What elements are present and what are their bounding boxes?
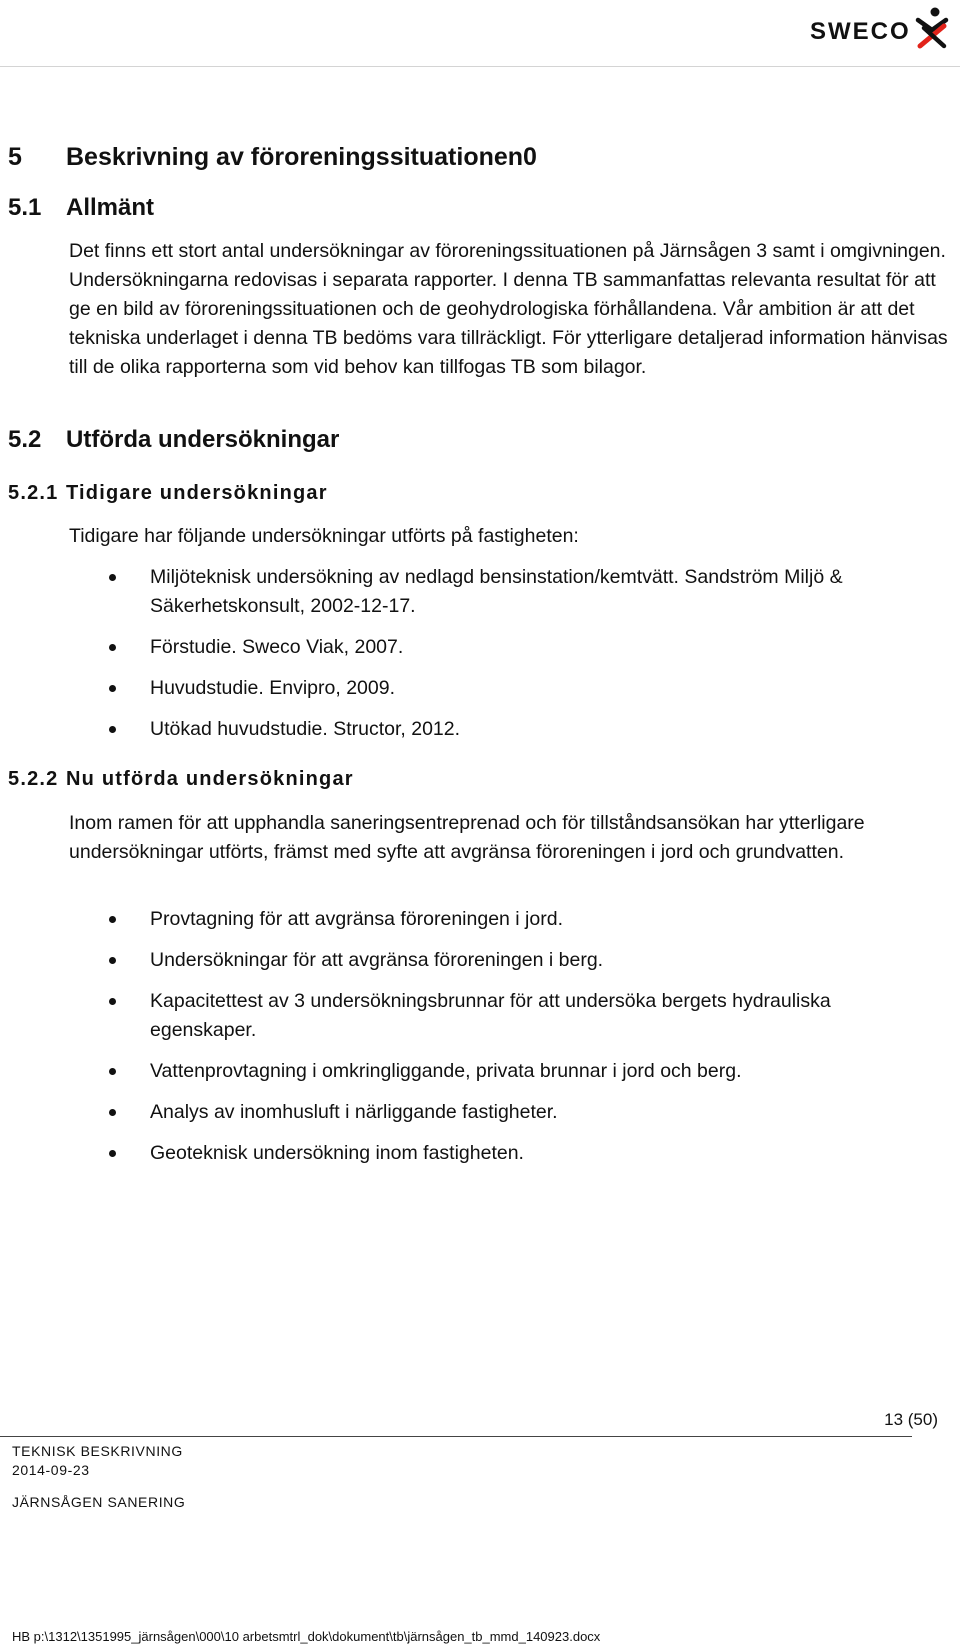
list-item: Miljöteknisk undersökning av nedlagd bensinstation/kemtvätt. Sandström Miljö & Säkerhetskonsult, 2002-12-17.	[0, 563, 960, 621]
earlier-investigations-list	[0, 563, 960, 744]
list-item: Analys av inomhusluft i närliggande fastigheter.	[0, 1098, 960, 1127]
bullet-icon	[109, 574, 116, 581]
footer-file-path: HB p:\1312\1351995_järnsågen\000\10 arbetsmtrl_dok\dokument\tb\järnsågen_tb_mmd_140923.docx	[12, 1629, 601, 1644]
section-title: Beskrivning av föroreningssituationen0	[66, 143, 537, 171]
bullet-icon	[109, 685, 116, 692]
bullet-icon	[109, 726, 116, 733]
list-item: Vattenprovtagning i omkringliggande, privata brunnar i jord och berg.	[0, 1057, 960, 1086]
bullet-icon	[109, 1068, 116, 1075]
current-investigations-list	[0, 905, 960, 1168]
logo-text: SWECO	[810, 18, 911, 45]
section-title: Nu utförda undersökningar	[66, 768, 354, 790]
list-item: Förstudie. Sweco Viak, 2007.	[0, 633, 960, 662]
section-5-2-2-heading	[8, 768, 354, 791]
bullet-icon	[109, 916, 116, 923]
section-number: 5.2	[8, 426, 42, 453]
page-number: 13 (50)	[884, 1410, 938, 1429]
list-item: Provtagning för att avgränsa föroreningen i jord.	[0, 905, 960, 934]
sweco-logo	[810, 6, 950, 50]
section-5-2-1-intro: Tidigare har följande undersökningar utförts på fastigheten:	[69, 525, 579, 547]
section-number: 5.2.2	[8, 768, 59, 790]
footer-divider	[0, 1436, 912, 1437]
section-5-1-heading	[8, 194, 154, 222]
list-item: Huvudstudie. Envipro, 2009.	[0, 674, 960, 703]
footer-date: 2014-09-23	[12, 1462, 90, 1478]
bullet-icon	[109, 1109, 116, 1116]
section-5-2-1-heading	[8, 482, 328, 505]
list-item: Kapacitettest av 3 undersökningsbrunnar för att undersöka bergets hydrauliska egenskaper.	[0, 987, 960, 1045]
list-item: Geoteknisk undersökning inom fastigheten.	[0, 1139, 960, 1168]
section-title: Tidigare undersökningar	[66, 482, 328, 504]
bullet-icon	[109, 1150, 116, 1157]
footer-doc-type: TEKNISK BESKRIVNING	[12, 1443, 183, 1459]
list-item: Undersökningar för att avgränsa föroreningen i berg.	[0, 946, 960, 975]
bullet-icon	[109, 998, 116, 1005]
bullet-icon	[109, 644, 116, 651]
section-title: Allmänt	[66, 194, 155, 221]
section-number: 5	[8, 143, 22, 171]
section-number: 5.1	[8, 194, 42, 221]
section-number: 5.2.1	[8, 482, 59, 504]
section-title: Utförda undersökningar	[66, 426, 340, 453]
section-5-2-2-paragraph: Inom ramen för att upphandla saneringsentreprenad och för tillståndsansökan har ytterligare undersökningar utförts, främst med syfte att avgränsa föroreningen i jord och grundvatten.	[69, 812, 865, 863]
section-5-2-heading	[8, 426, 339, 454]
list-item: Utökad huvudstudie. Structor, 2012.	[0, 715, 960, 744]
bullet-icon	[109, 957, 116, 964]
section-5-1-paragraph: Det finns ett stort antal undersökningar av föroreningssituationen på Järnsågen 3 samt i omgivningen. Undersökningarna redovisas i separata rapporter. I denna TB sammanfattas relevanta resultat för att ge en bild av föroreningssituationen och de geohydrologiska förhållandena. Vår ambition är att det tekniska underlaget i denna TB bedöms vara tillräckligt. För ytterligare detaljerad information hänvisas till de olika rapporterna som vid behov kan tillfogas TB som bilagor.	[69, 240, 948, 378]
sweco-figure-icon	[914, 6, 950, 50]
section-5-heading	[8, 143, 537, 172]
header-divider	[0, 66, 960, 67]
footer-project: JÄRNSÅGEN SANERING	[12, 1494, 186, 1510]
